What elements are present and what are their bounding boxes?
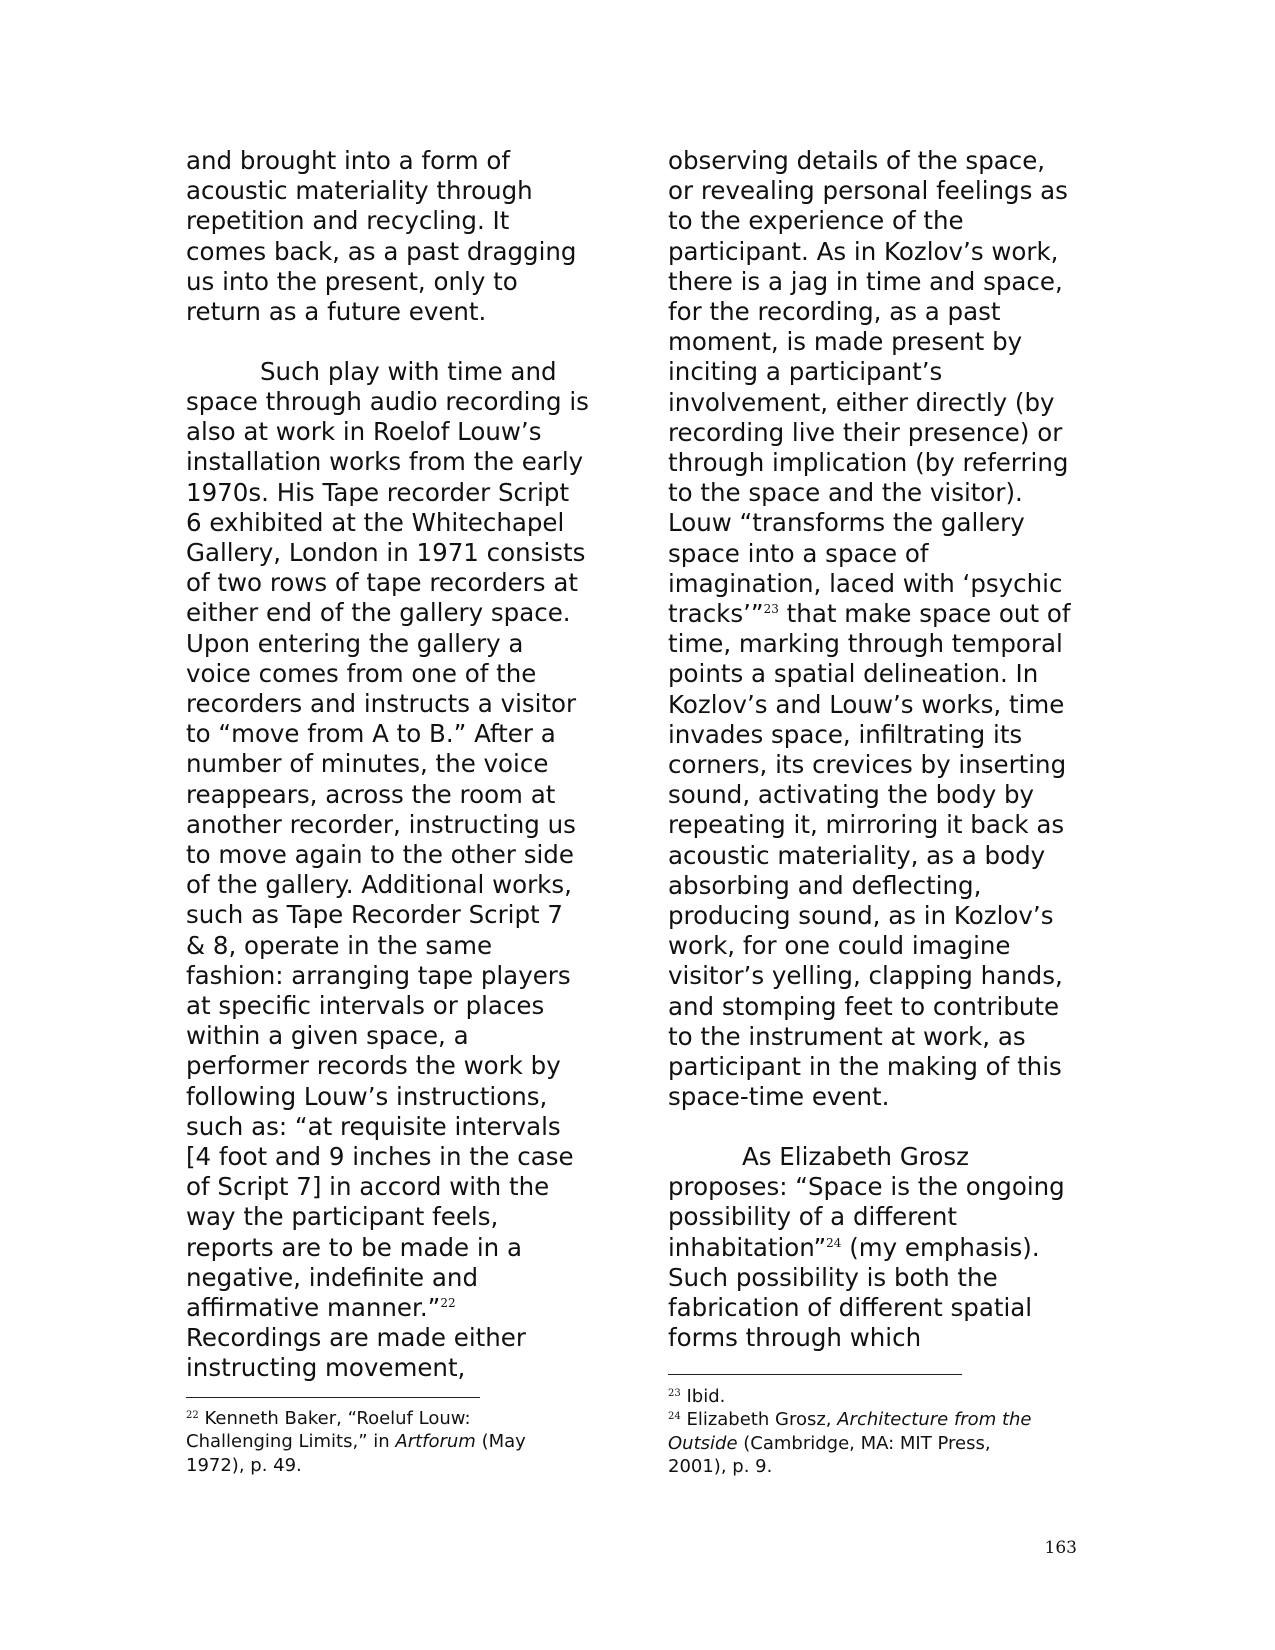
text-line: to “move from A to B.” After a [186, 719, 556, 749]
text-line: installation works from the early [186, 447, 584, 477]
text-line: participant. As in Kozlov’s work, [668, 236, 1059, 266]
footnote-23: $^{23}$ Ibid. [668, 1386, 726, 1407]
footnote-number: 24 [668, 1411, 681, 1423]
text-line: tracks’”$^{23}$ that make space out of [668, 599, 1071, 629]
text-line: repeating it, mirroring it back as [668, 810, 1065, 840]
text-line: fabrication of different spatial [668, 1293, 1033, 1323]
right-paragraph-2 [668, 1142, 1088, 1353]
text-line: or revealing personal feelings as [668, 176, 1068, 206]
footnote-ref-24[interactable]: 24 [826, 1235, 842, 1250]
text-line: visitor’s yelling, clapping hands, [668, 961, 1063, 991]
text-line: through implication (by referring [668, 448, 1069, 478]
text-line: performer records the work by [186, 1051, 561, 1081]
text-line: space into a space of [668, 538, 929, 568]
text-line: acoustic materiality through [186, 176, 533, 206]
text-line: affirmative manner.”$^{22}$ [186, 1293, 456, 1323]
footnote-number: 22 [186, 1410, 199, 1421]
text-line: for the recording, as a past [668, 297, 1001, 327]
text-line: observing details of the space, [668, 146, 1046, 175]
text-line: & 8, operate in the same [186, 930, 493, 960]
text-line: space-time event. [668, 1082, 890, 1112]
text-line: instructing movement, [186, 1353, 466, 1383]
text-line: either end of the gallery space. [186, 598, 571, 628]
text-line: reports are to be made in a [186, 1232, 523, 1262]
footnote-22: $^{22}$ Kenneth Baker, “Roeluf Louw: Challenging Limits,” in Artforum (May 1972), p. 49. [186, 1408, 526, 1476]
text-line: us into the present, only to [186, 266, 518, 296]
text-line: Gallery, London in 1971 consists [186, 537, 586, 567]
text-line: negative, indefinite and [186, 1262, 479, 1292]
text-line: invades space, infiltrating its [668, 719, 1023, 749]
text-line: time, marking through temporal [668, 629, 1063, 659]
page-number: 163 [1044, 1538, 1077, 1558]
footnote-number: 23 [668, 1388, 681, 1399]
text-line: possibility of a different [668, 1202, 957, 1232]
text-line: of the gallery. Additional works, [186, 870, 572, 900]
footnote-24: $^{24}$ Elizabeth Grosz, Architecture from the Outside (Cambridge, MA: MIT Press, 2001), p. 9. [668, 1409, 1032, 1477]
text-line: another recorder, instructing us [186, 809, 576, 839]
text-line: recording live their presence) or [668, 417, 1063, 447]
text-line: within a given space, a [186, 1021, 469, 1051]
left-paragraph-1 [186, 146, 606, 327]
text-line: Louw “transforms the gallery [668, 508, 1025, 538]
text-line: inhabitation”$^{24}$ (my emphasis). [668, 1232, 1040, 1262]
text-line: absorbing and deflecting, [668, 870, 982, 900]
text-line: As Elizabeth Grosz [742, 1142, 969, 1171]
text-line: producing sound, as in Kozlov’s [668, 901, 1054, 931]
text-line: [4 foot and 9 inches in the case [186, 1142, 574, 1171]
left-paragraph-2 [186, 357, 606, 1384]
text-line: of two rows of tape recorders at [186, 568, 578, 598]
text-line: such as: “at requisite intervals [186, 1111, 561, 1141]
text-line: 1970s. His Tape recorder Script [186, 477, 570, 507]
footnote-separator-right [668, 1374, 962, 1375]
text-line: comes back, as a past dragging [186, 236, 577, 266]
text-line: way the participant feels, [186, 1202, 499, 1232]
text-line: to the experience of the [668, 206, 964, 236]
text-line: and brought into a form of [186, 146, 511, 175]
text-line: proposes: “Space is the ongoing [668, 1172, 1065, 1202]
right-column [668, 146, 1088, 1353]
footnote-ref-22[interactable]: 22 [440, 1296, 456, 1311]
text-line: acoustic materiality, as a body [668, 840, 1046, 870]
text-line: moment, is made present by [668, 327, 1023, 357]
text-line: Such play with time and [260, 356, 557, 386]
text-line: Recordings are made either [186, 1323, 526, 1353]
text-line: following Louw’s instructions, [186, 1081, 548, 1111]
text-line: at specific intervals or places [186, 990, 545, 1020]
text-line: to the space and the visitor). [668, 478, 1023, 508]
text-line: Such possibility is both the [668, 1262, 998, 1292]
text-line: to the instrument at work, as [668, 1021, 1026, 1051]
text-line: return as a future event. [186, 297, 487, 327]
text-line: involvement, either directly (by [668, 387, 1055, 417]
text-line: space through audio recording is [186, 386, 589, 416]
text-line: there is a jag in time and space, [668, 266, 1063, 296]
text-line: recorders and instructs a visitor [186, 688, 577, 718]
text-line: to move again to the other side [186, 839, 574, 869]
right-paragraph-1 [668, 146, 1088, 1113]
text-line: Kozlov’s and Louw’s works, time [668, 689, 1065, 719]
text-line: Upon entering the gallery a [186, 628, 524, 658]
text-line: and stomping feet to contribute [668, 991, 1060, 1021]
text-line: corners, its crevices by inserting [668, 750, 1067, 780]
text-line: imagination, laced with ‘psychic [668, 568, 1063, 598]
text-line: of Script 7] in accord with the [186, 1172, 550, 1202]
text-line: fashion: arranging tape players [186, 960, 571, 990]
text-line: forms through which [668, 1323, 922, 1353]
text-line: repetition and recycling. It [186, 206, 510, 236]
text-line: participant in the making of this [668, 1052, 1062, 1082]
text-line: voice comes from one of the [186, 658, 537, 688]
text-line: sound, activating the body by [668, 780, 1035, 810]
footnote-ref-23[interactable]: 23 [763, 602, 779, 617]
text-line: inciting a participant’s [668, 357, 943, 387]
text-line: also at work in Roelof Louw’s [186, 417, 542, 447]
text-line: points a spatial delineation. In [668, 659, 1039, 689]
left-column [186, 146, 606, 1384]
footnotes-right [668, 1385, 1108, 1478]
footnote-separator-left [186, 1397, 480, 1398]
text-line: 6 exhibited at the Whitechapel [186, 507, 565, 537]
text-line: work, for one could imagine [668, 931, 1011, 961]
text-line: number of minutes, the voice [186, 749, 549, 779]
text-line: reappears, across the room at [186, 779, 556, 809]
text-line: such as Tape Recorder Script 7 [186, 900, 563, 930]
